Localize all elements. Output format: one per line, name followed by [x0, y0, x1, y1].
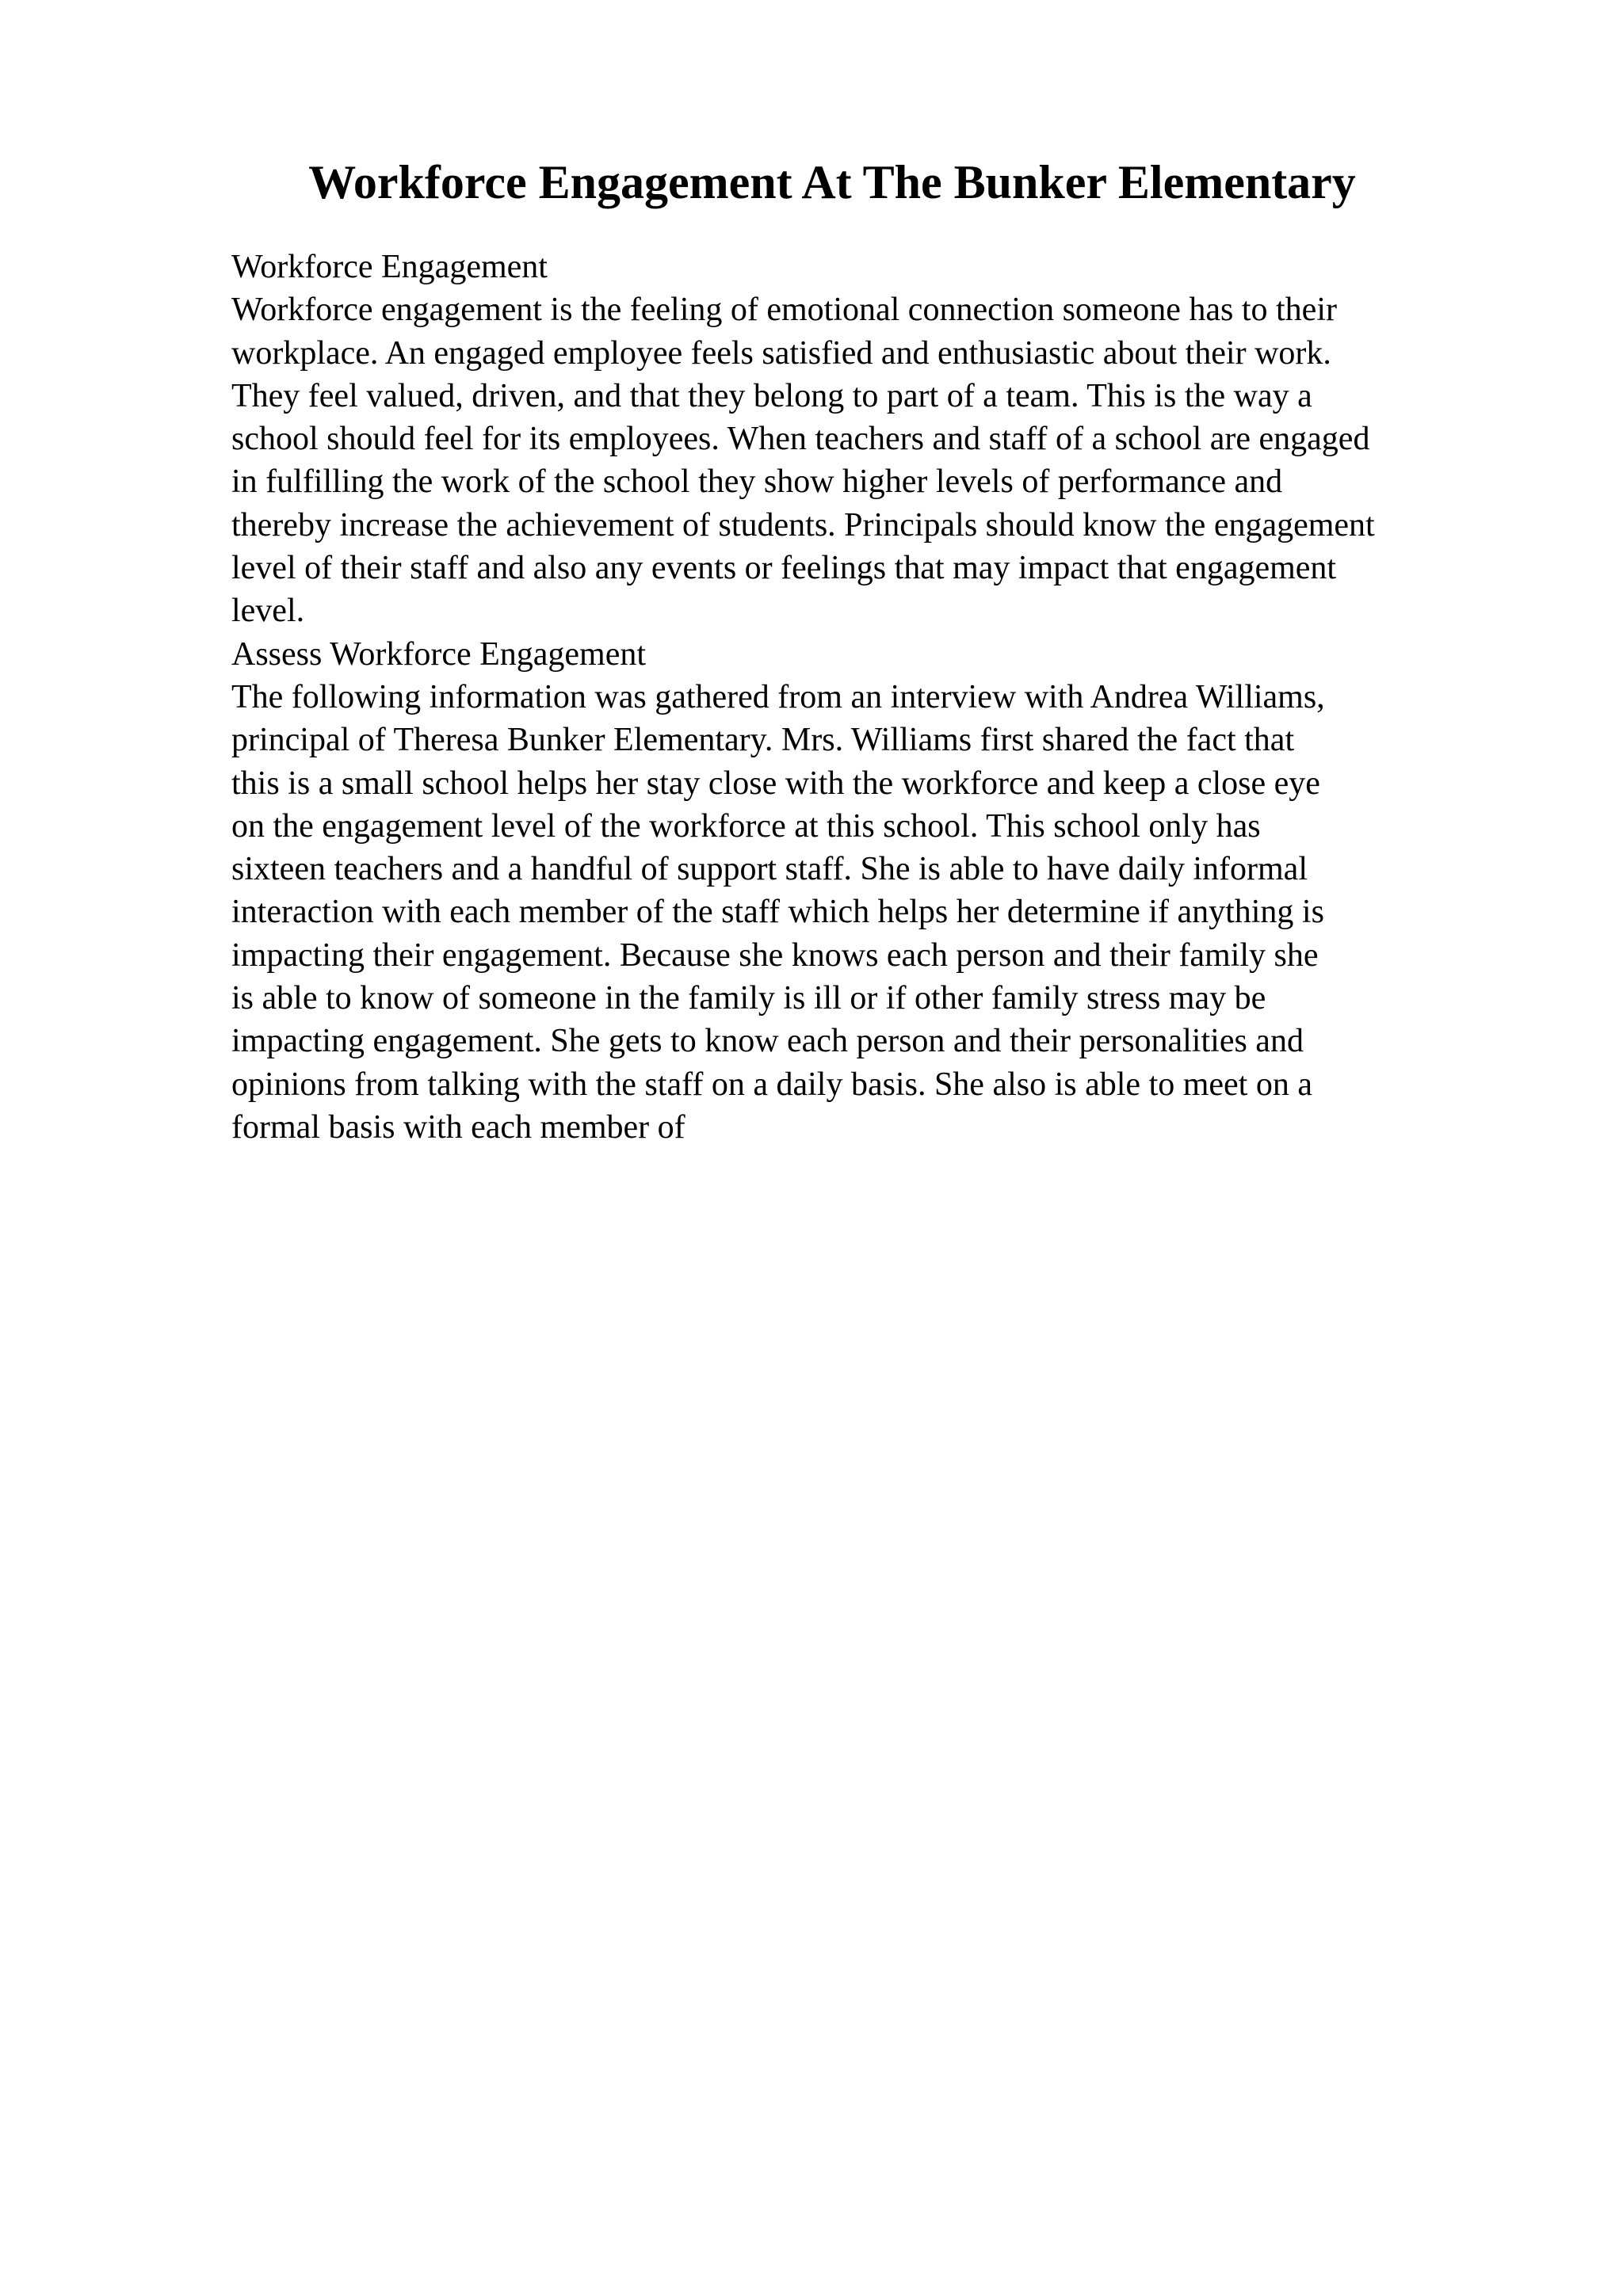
text-line: on the engagement level of the workforce at this school. This school only has: [231, 807, 1261, 845]
text-line: level of their staff and also any events or feelings that may impact that engagement: [231, 550, 1337, 587]
document-body: [231, 246, 1594, 1149]
text-line: opinions from talking with the staff on a daily basis. She also is able to meet on a: [231, 1066, 1312, 1103]
text-line: principal of Theresa Bunker Elementary. Mrs. Williams first shared the fact that: [231, 722, 1295, 759]
text-line: level.: [231, 593, 305, 630]
text-line: impacting their engagement. Because she knows each person and their family she: [231, 936, 1319, 974]
section-heading-assess-workforce-engagement: Assess Workforce Engagement: [231, 635, 647, 673]
text-line: school should feel for its employees. When teachers and staff of a school are engaged: [231, 421, 1370, 458]
document-title: Workforce Engagement At The Bunker Elementary: [308, 156, 1356, 208]
section-heading-workforce-engagement: Workforce Engagement: [231, 249, 548, 285]
text-line: thereby increase the achievement of students. Principals should know the engagement: [231, 506, 1375, 543]
text-line: in fulfilling the work of the school they show higher levels of performance and: [231, 463, 1283, 501]
text-line: The following information was gathered from an interview with Andrea Williams,: [231, 678, 1325, 715]
text-line: this is a small school helps her stay close with the workforce and keep a close eye: [231, 765, 1320, 802]
text-line: formal basis with each member of: [231, 1108, 685, 1146]
text-line: Workforce engagement is the feeling of emotional connection someone has to their: [231, 292, 1337, 329]
text-line: They feel valued, driven, and that they belong to part of a team. This is the way a: [231, 377, 1312, 414]
text-line: interaction with each member of the staff which helps her determine if anything is: [231, 894, 1324, 931]
text-line: is able to know of someone in the family is ill or if other family stress may be: [231, 980, 1266, 1017]
text-line: impacting engagement. She gets to know each person and their personalities and: [231, 1023, 1304, 1060]
text-line: sixteen teachers and a handful of support staff. She is able to have daily informal: [231, 851, 1308, 888]
text-line: workplace. An engaged employee feels satisfied and enthusiastic about their work.: [231, 334, 1331, 372]
